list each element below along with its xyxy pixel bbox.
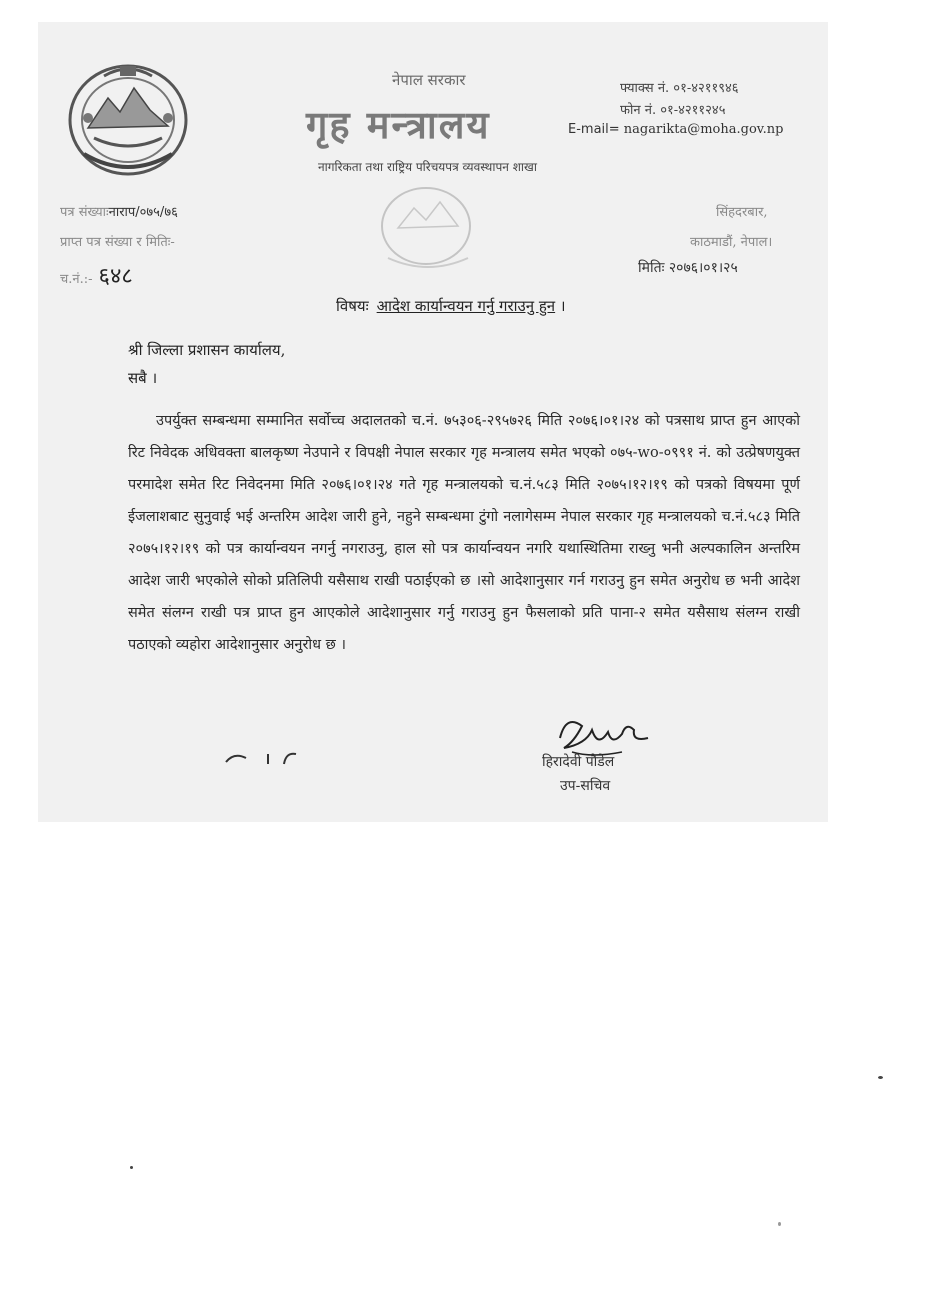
email-line [568, 122, 783, 137]
branch-name: नागरिकता तथा राष्ट्रिय परिचयपत्र व्यवस्थापन शाखा [318, 160, 537, 174]
ministry-title: गृह मन्त्रालय [306, 102, 491, 147]
subject-line [336, 296, 566, 316]
address-line-2: काठमाडौं, नेपाल। [690, 235, 773, 250]
letter-date: मितिः २०७६।०१।२५ [638, 260, 738, 276]
letter-body: उपर्युक्त सम्बन्धमा सम्मानित सर्वोच्च अदालतको च.नं. ७५३०६-२९५७२६ मिति २०७६।०१।२४ को पत्रसाथ प्राप्त हुन आएको रिट निवेदक अधिवक्ता बालकृष्ण नेउपाने र विपक्षी नेपाल सरकार गृह मन्त्रालय समेत भएको ०७५-wo-०९९१ नं. को उत्प्रेषणयुक्त परमादेश समेत रिट निवेदनमा मिति २०७६।०१।२४ गते गृह मन्त्रालयको च.नं.५८३ मिति २०७५।१२।१९ को पत्रको विषयमा पूर्ण ईजलाशबाट सुनुवाई भई अन्तरिम आदेश जारी हुने, नहुने सम्बन्धमा टुंगो नलागेसम्म नेपाल सरकार गृह मन्त्रालयको च.नं.५८३ मिति २०७५।१२।१९ को पत्र कार्यान्वयन नगर्नु नगराउनु, हाल सो पत्र कार्यान्वयन नगरि यथास्थितिमा राख्नु भनी अल्पकालिन अन्तरिम आदेश जारी भएकोले सोको प्रतिलिपी यसैसाथ राखी पठाईएको छ ।सो आदेशानुसार गर्न गराउनु हुन समेत अनुरोध छ भनी आदेश समेत संलग्न राखी पत्र प्राप्त हुन आएकोले आदेशानुसार गर्नु गराउनु हुन फैसलाको प्रति पाना-२ समेत यसैसाथ संलग्न राखी पठाएको व्यहोरा आदेशानुसार अनुरोध छ । [128, 413, 800, 653]
subject-text: आदेश कार्यान्वयन गर्नु गराउनु हुन [376, 297, 556, 315]
nepal-emblem-icon [64, 58, 192, 180]
recipient-line-1: श्री जिल्ला प्रशासन कार्यालय, [128, 341, 286, 359]
scan-speck [130, 1166, 133, 1169]
reference-value: नाराप/०७५/७६ [108, 205, 178, 220]
dispatch-number [60, 260, 133, 290]
email-label: E-mail= [568, 122, 620, 137]
signatory-title: उप-सचिव [560, 778, 611, 794]
reference-label: पत्र संख्याः [60, 205, 109, 220]
government-name: नेपाल सरकार [392, 71, 466, 89]
scan-speck [778, 1222, 781, 1226]
signatory-name: हिरादेवी पौडेल [542, 754, 615, 770]
address-line-1: सिंहदरबार, [716, 205, 768, 220]
subject-label: विषयः [336, 297, 369, 315]
dispatch-label: च.नं.:- [60, 272, 93, 287]
subject-end: । [559, 297, 566, 315]
received-letter-label: प्राप्त पत्र संख्या र मितिः- [60, 235, 175, 250]
email-address: nagarikta@moha.gov.np [623, 122, 784, 137]
scan-speck [878, 1076, 883, 1079]
partial-scribble-mark [224, 748, 304, 768]
phone-number: फोन नं. ०१-४२११२४५ [620, 103, 726, 118]
dispatch-value: ६४८ [98, 264, 133, 289]
fax-number: फ्याक्स नं. ०१-४२११९४६ [620, 81, 739, 96]
office-seal-stamp [368, 178, 488, 278]
reference-number [60, 202, 178, 220]
recipient-line-2: सबै । [128, 369, 158, 387]
